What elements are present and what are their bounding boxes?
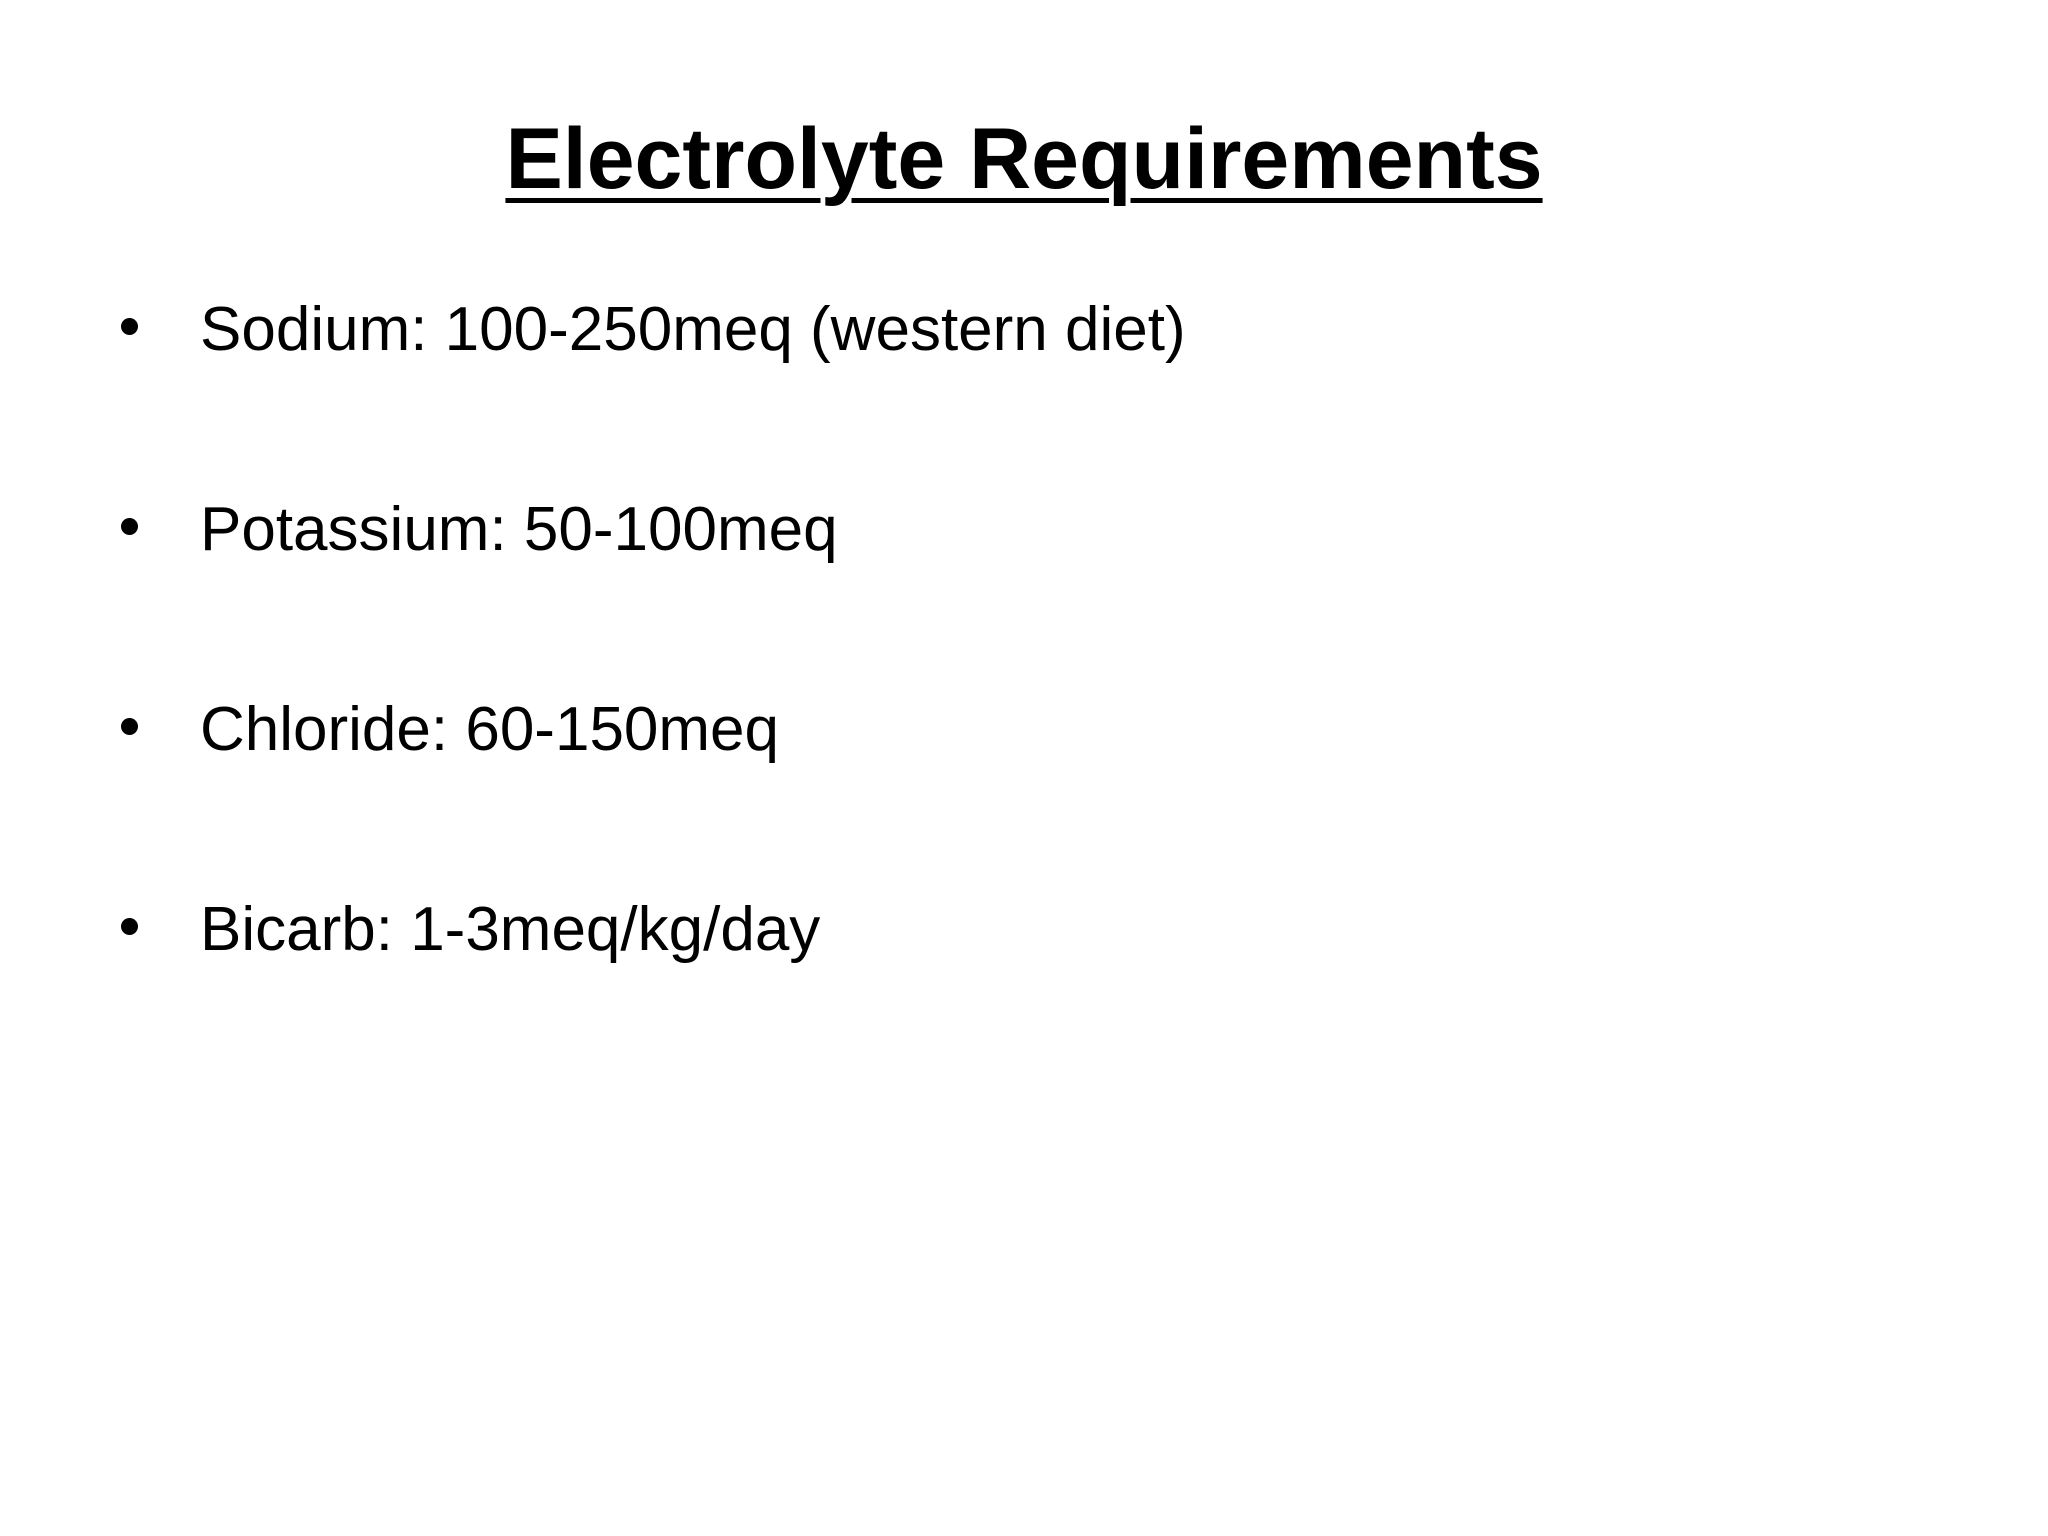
- bullet-dot-icon: [121, 918, 138, 935]
- bullet-text: Bicarb: 1-3meq/kg/day: [200, 895, 821, 964]
- bullet-dot-icon: [121, 318, 138, 335]
- bullet-text: Potassium: 50-100meq: [200, 495, 838, 564]
- slide-title: Electrolyte Requirements: [505, 111, 1543, 207]
- bullet-item-potassium: [0, 480, 1900, 580]
- bullet-item-bicarb: [0, 880, 1900, 980]
- bullet-dot-icon: [121, 518, 138, 535]
- bullet-dot-icon: [121, 718, 138, 735]
- bullet-text: Sodium: 100-250meq (western diet): [200, 295, 1186, 364]
- bullet-item-sodium: [0, 280, 1900, 380]
- bullet-text: Chloride: 60-150meq: [200, 695, 780, 764]
- bullet-item-chloride: [0, 680, 1900, 780]
